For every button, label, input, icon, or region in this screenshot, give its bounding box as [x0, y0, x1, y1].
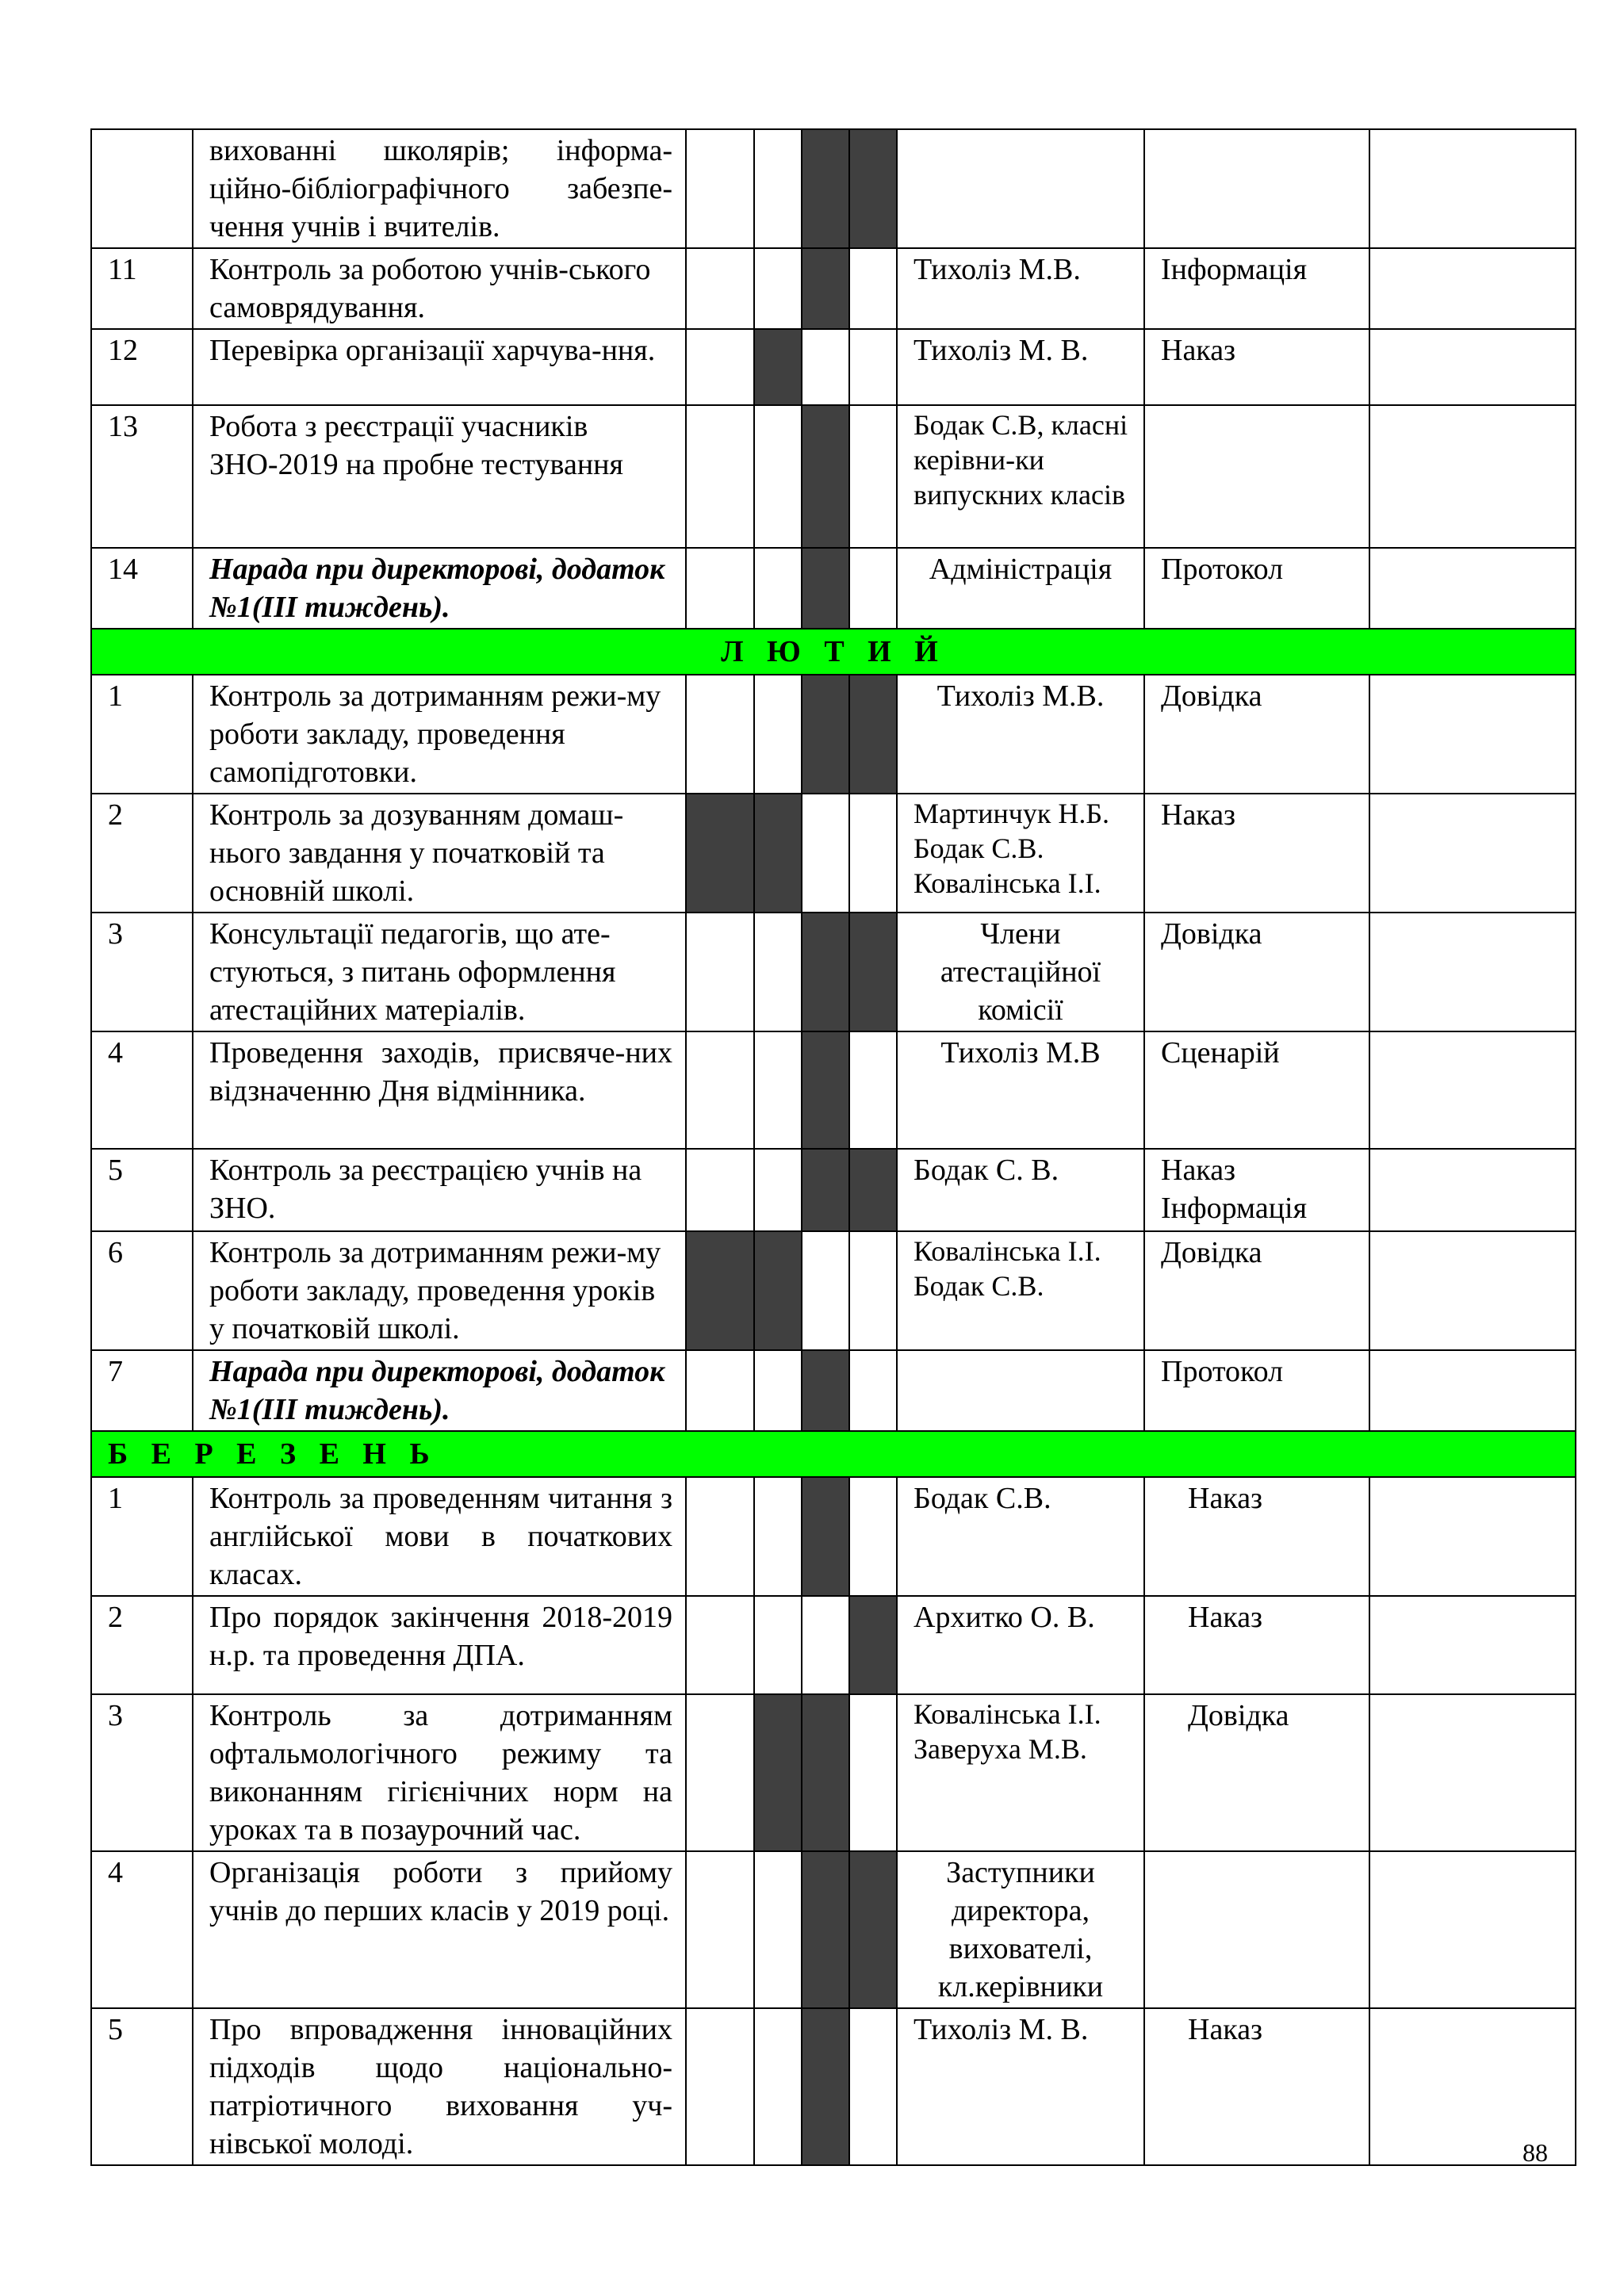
- result-form-cell: Протокол: [1144, 1350, 1369, 1431]
- week-1-cell: [686, 1149, 754, 1231]
- activity-cell: Консультації педагогів, що ате-стуються, з питань оформлення атестаційних матеріалів.: [193, 913, 686, 1031]
- responsible-cell: [897, 1350, 1144, 1431]
- week-2-cell: [754, 1149, 802, 1231]
- activity-cell: Робота з реєстрації учасників ЗНО-2019 на пробне тестування: [193, 405, 686, 548]
- week-1-cell: [686, 1231, 754, 1350]
- row-number-cell: 12: [91, 329, 193, 405]
- responsible-cell: Тихоліз М.В: [897, 1031, 1144, 1149]
- responsible-cell: Заступники директора, вихователі, кл.керівники: [897, 1851, 1144, 2008]
- activity-cell: Контроль за реєстрацією учнів на ЗНО.: [193, 1149, 686, 1231]
- week-1-cell: [686, 1350, 754, 1431]
- table-row: [91, 1149, 1576, 1231]
- week-1-cell: [686, 548, 754, 629]
- responsible-cell: Адміністрація: [897, 548, 1144, 629]
- week-4-cell: [849, 129, 897, 248]
- week-2-cell: [754, 1350, 802, 1431]
- activity-cell: вихованні школярів; інформа-ційно-бібліографічного забезпе-чення учнів і вчителів.: [193, 129, 686, 248]
- table-row: [91, 913, 1576, 1031]
- note-cell: [1369, 329, 1576, 405]
- responsible-cell: Бодак С.В.: [897, 1477, 1144, 1596]
- result-form-cell: Наказ: [1144, 794, 1369, 913]
- responsible-cell: Тихоліз М.В.: [897, 248, 1144, 329]
- note-cell: [1369, 548, 1576, 629]
- week-2-cell: [754, 675, 802, 794]
- responsible-cell: Бодак С.В, класні керівни-ки випускних класів: [897, 405, 1144, 548]
- note-cell: [1369, 794, 1576, 913]
- month-section-row: [91, 629, 1576, 675]
- page-number: 88: [1522, 2138, 1548, 2167]
- note-cell: [1369, 913, 1576, 1031]
- week-1-cell: [686, 1477, 754, 1596]
- week-1-cell: [686, 675, 754, 794]
- week-2-cell: [754, 1694, 802, 1851]
- table-row: [91, 1851, 1576, 2008]
- week-1-cell: [686, 1851, 754, 2008]
- week-3-cell: [802, 1851, 849, 2008]
- result-form-cell: [1144, 405, 1369, 548]
- week-3-cell: [802, 129, 849, 248]
- week-4-cell: [849, 1851, 897, 2008]
- week-3-cell: [802, 1477, 849, 1596]
- result-form-cell: Інформація: [1144, 248, 1369, 329]
- table-row: [91, 1477, 1576, 1596]
- week-3-cell: [802, 1031, 849, 1149]
- responsible-cell: Тихоліз М. В.: [897, 2008, 1144, 2165]
- note-cell: [1369, 675, 1576, 794]
- table-row: [91, 1694, 1576, 1851]
- week-4-cell: [849, 1350, 897, 1431]
- week-1-cell: [686, 2008, 754, 2165]
- week-4-cell: [849, 913, 897, 1031]
- week-3-cell: [802, 1231, 849, 1350]
- responsible-cell: Ковалінська І.І. Заверуха М.В.: [897, 1694, 1144, 1851]
- activity-cell: Нарада при директорові, додаток №1(ІІІ тиждень).: [193, 1350, 686, 1431]
- row-number-cell: 7: [91, 1350, 193, 1431]
- note-cell: [1369, 129, 1576, 248]
- result-form-cell: Довідка: [1144, 1231, 1369, 1350]
- row-number-cell: 4: [91, 1851, 193, 2008]
- week-3-cell: [802, 329, 849, 405]
- activity-cell: Контроль за дотриманням офтальмологічного режиму та виконанням гігієнічних норм на уроках та в позаурочний час.: [193, 1694, 686, 1851]
- table-row: [91, 1350, 1576, 1431]
- note-cell: [1369, 1031, 1576, 1149]
- week-4-cell: [849, 1231, 897, 1350]
- week-3-cell: [802, 248, 849, 329]
- week-3-cell: [802, 405, 849, 548]
- responsible-cell: Мартинчук Н.Б. Бодак С.В. Ковалінська І.І.: [897, 794, 1144, 913]
- activity-cell: Про порядок закінчення 2018-2019 н.р. та проведення ДПА.: [193, 1596, 686, 1694]
- week-3-cell: [802, 1149, 849, 1231]
- row-number-cell: 6: [91, 1231, 193, 1350]
- table-row: [91, 1596, 1576, 1694]
- result-form-cell: Наказ Інформація: [1144, 1149, 1369, 1231]
- row-number-cell: 14: [91, 548, 193, 629]
- row-number-cell: 2: [91, 794, 193, 913]
- note-cell: [1369, 1694, 1576, 1851]
- week-4-cell: [849, 329, 897, 405]
- week-3-cell: [802, 2008, 849, 2165]
- note-cell: [1369, 248, 1576, 329]
- responsible-cell: Ковалінська І.І. Бодак С.В.: [897, 1231, 1144, 1350]
- result-form-cell: Наказ: [1144, 1477, 1369, 1596]
- responsible-cell: Архитко О. В.: [897, 1596, 1144, 1694]
- week-4-cell: [849, 1694, 897, 1851]
- week-2-cell: [754, 1851, 802, 2008]
- responsible-cell: Тихоліз М. В.: [897, 329, 1144, 405]
- responsible-cell: Члени атестаційної комісії: [897, 913, 1144, 1031]
- week-2-cell: [754, 1031, 802, 1149]
- month-section-title: Л Ю Т И Й: [91, 629, 1576, 675]
- result-form-cell: Протокол: [1144, 548, 1369, 629]
- table-row: [91, 1231, 1576, 1350]
- week-4-cell: [849, 405, 897, 548]
- table-row: [91, 329, 1576, 405]
- week-1-cell: [686, 1596, 754, 1694]
- responsible-cell: Бодак С. В.: [897, 1149, 1144, 1231]
- activity-cell: Контроль за дотриманням режи-му роботи закладу, проведення уроків у початковій школі.: [193, 1231, 686, 1350]
- table-row: [91, 2008, 1576, 2165]
- row-number-cell: 13: [91, 405, 193, 548]
- activity-cell: Організація роботи з прийому учнів до перших класів у 2019 році.: [193, 1851, 686, 2008]
- activity-cell: Контроль за роботою учнів-ського самоврядування.: [193, 248, 686, 329]
- week-2-cell: [754, 2008, 802, 2165]
- row-number-cell: [91, 129, 193, 248]
- result-form-cell: Наказ: [1144, 1596, 1369, 1694]
- table-row: [91, 794, 1576, 913]
- note-cell: [1369, 1231, 1576, 1350]
- note-cell: [1369, 1596, 1576, 1694]
- week-1-cell: [686, 1031, 754, 1149]
- activity-cell: Контроль за проведенням читання з англійської мови в початкових класах.: [193, 1477, 686, 1596]
- week-3-cell: [802, 1694, 849, 1851]
- note-cell: [1369, 1477, 1576, 1596]
- week-1-cell: [686, 329, 754, 405]
- activity-cell: Контроль за дозуванням домаш-нього завдання у початковій та основній школі.: [193, 794, 686, 913]
- week-2-cell: [754, 248, 802, 329]
- activity-cell: Перевірка організації харчува-ння.: [193, 329, 686, 405]
- table-row: [91, 129, 1576, 248]
- table-row: [91, 675, 1576, 794]
- week-2-cell: [754, 548, 802, 629]
- activity-cell: Про впровадження інноваційних підходів щодо національно-патріотичного виховання уч-нівської молоді.: [193, 2008, 686, 2165]
- month-section-row: [91, 1431, 1576, 1477]
- week-3-cell: [802, 913, 849, 1031]
- week-4-cell: [849, 1031, 897, 1149]
- week-2-cell: [754, 794, 802, 913]
- week-3-cell: [802, 1596, 849, 1694]
- week-3-cell: [802, 1350, 849, 1431]
- week-3-cell: [802, 675, 849, 794]
- row-number-cell: 1: [91, 675, 193, 794]
- week-1-cell: [686, 794, 754, 913]
- row-number-cell: 2: [91, 1596, 193, 1694]
- result-form-cell: [1144, 1851, 1369, 2008]
- week-4-cell: [849, 2008, 897, 2165]
- table-row: [91, 248, 1576, 329]
- week-1-cell: [686, 913, 754, 1031]
- week-3-cell: [802, 794, 849, 913]
- week-1-cell: [686, 1694, 754, 1851]
- week-2-cell: [754, 1477, 802, 1596]
- row-number-cell: 3: [91, 913, 193, 1031]
- week-1-cell: [686, 248, 754, 329]
- week-1-cell: [686, 129, 754, 248]
- week-2-cell: [754, 405, 802, 548]
- note-cell: [1369, 1350, 1576, 1431]
- month-section-title: Б Е Р Е З Е Н Ь: [91, 1431, 1576, 1477]
- table-row: [91, 1031, 1576, 1149]
- table-row: [91, 405, 1576, 548]
- result-form-cell: Довідка: [1144, 1694, 1369, 1851]
- row-number-cell: 3: [91, 1694, 193, 1851]
- week-2-cell: [754, 129, 802, 248]
- week-4-cell: [849, 675, 897, 794]
- week-4-cell: [849, 548, 897, 629]
- week-4-cell: [849, 1149, 897, 1231]
- activity-cell: Нарада при директорові, додаток №1(ІІІ тиждень).: [193, 548, 686, 629]
- week-4-cell: [849, 794, 897, 913]
- responsible-cell: [897, 129, 1144, 248]
- note-cell: [1369, 405, 1576, 548]
- result-form-cell: Наказ: [1144, 329, 1369, 405]
- responsible-cell: Тихоліз М.В.: [897, 675, 1144, 794]
- row-number-cell: 1: [91, 1477, 193, 1596]
- activity-cell: Контроль за дотриманням режи-му роботи закладу, проведення самопідготовки.: [193, 675, 686, 794]
- week-4-cell: [849, 1596, 897, 1694]
- result-form-cell: Довідка: [1144, 913, 1369, 1031]
- row-number-cell: 11: [91, 248, 193, 329]
- result-form-cell: Сценарій: [1144, 1031, 1369, 1149]
- control-plan-table: [90, 128, 1576, 2166]
- row-number-cell: 4: [91, 1031, 193, 1149]
- result-form-cell: Довідка: [1144, 675, 1369, 794]
- week-2-cell: [754, 329, 802, 405]
- row-number-cell: 5: [91, 1149, 193, 1231]
- note-cell: [1369, 1149, 1576, 1231]
- week-4-cell: [849, 1477, 897, 1596]
- result-form-cell: Наказ: [1144, 2008, 1369, 2165]
- note-cell: [1369, 1851, 1576, 2008]
- result-form-cell: [1144, 129, 1369, 248]
- activity-cell: Проведення заходів, присвяче-них відзначенню Дня відмінника.: [193, 1031, 686, 1149]
- week-3-cell: [802, 548, 849, 629]
- row-number-cell: 5: [91, 2008, 193, 2165]
- week-1-cell: [686, 405, 754, 548]
- week-2-cell: [754, 1596, 802, 1694]
- week-2-cell: [754, 1231, 802, 1350]
- week-4-cell: [849, 248, 897, 329]
- week-2-cell: [754, 913, 802, 1031]
- table-row: [91, 548, 1576, 629]
